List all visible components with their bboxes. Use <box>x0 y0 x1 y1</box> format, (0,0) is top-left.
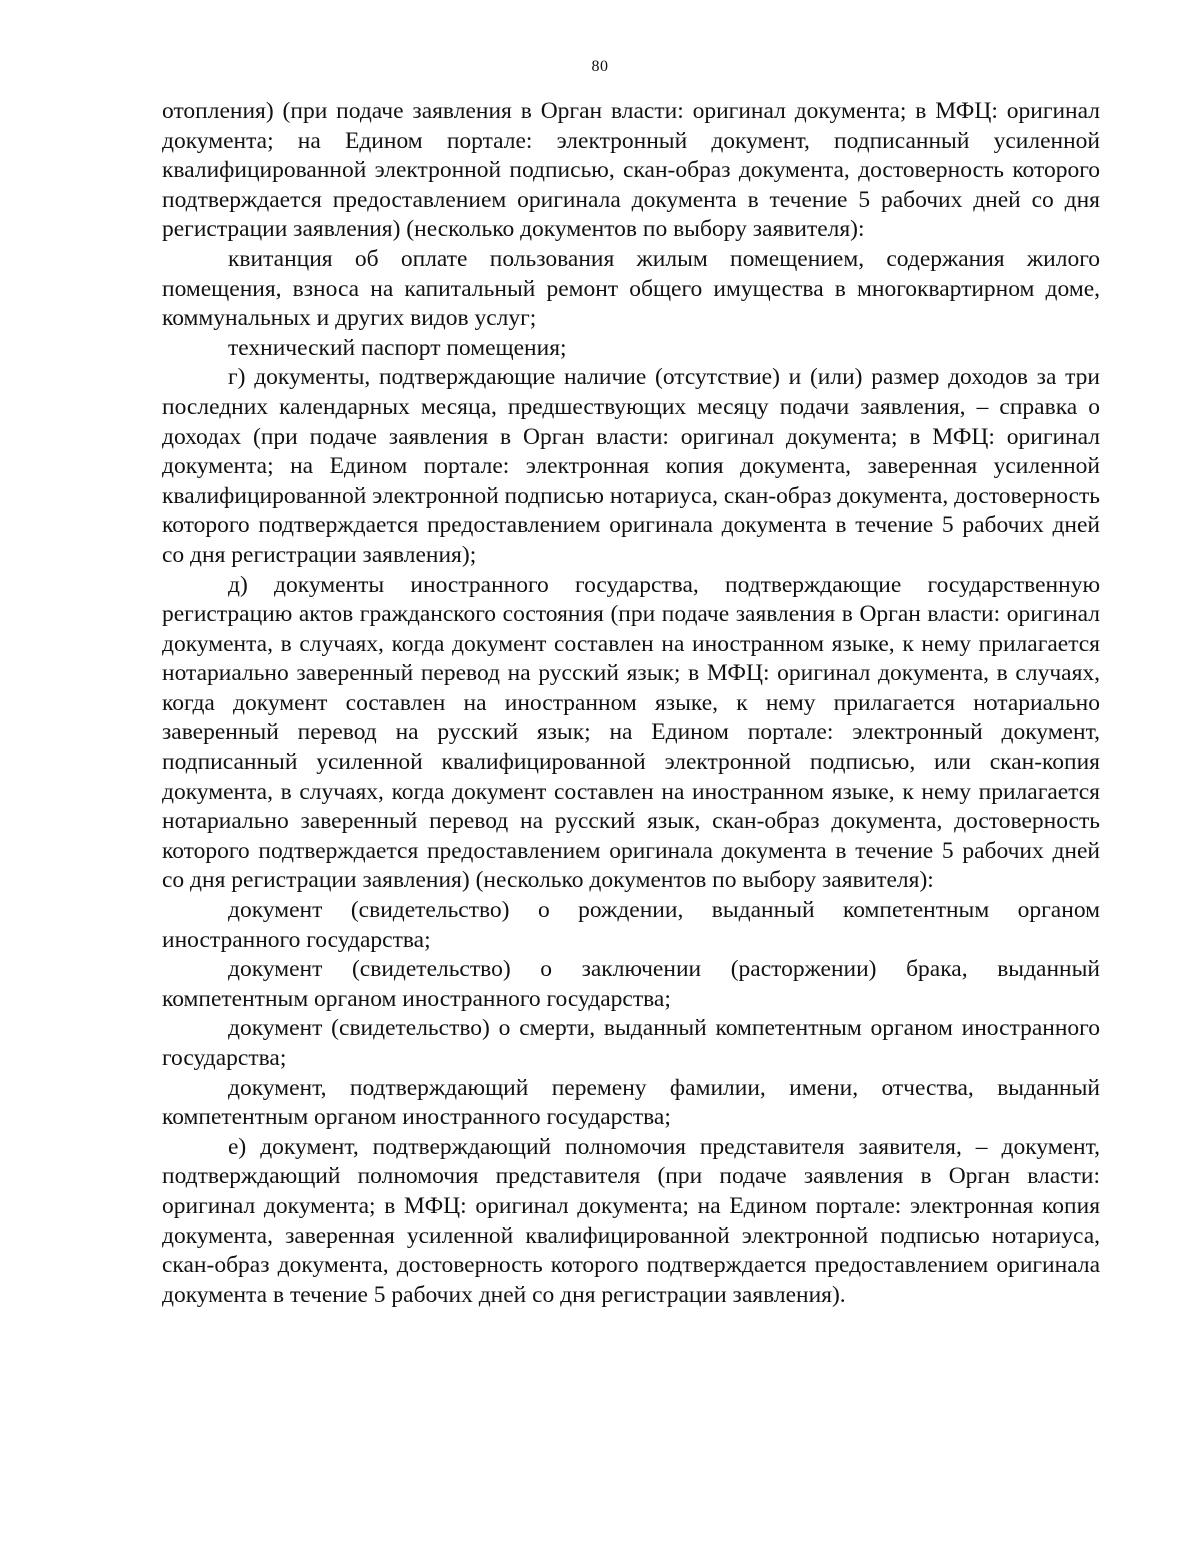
paragraph-technical-passport: технический паспорт помещения; <box>228 334 567 361</box>
paragraph-item-g-income: г) документы, подтверждающие наличие (отсутствие) и (или) размер доходов за три последних календарных месяца, предшествующих месяцу подачи заявления, – справка о доходах (при подаче заявления в Орган власти: оригинал документа; в МФЦ: оригинал документа; на Едином портале: электронная копия документа, заверенная усиленной квалифицированной электронной подписью нотариуса, скан-образ документа, достоверность которого подтверждается предоставлением оригинала документа в течение 5 рабочих дней со дня регистрации заявления); <box>162 364 1100 568</box>
paragraph-birth-certificate: документ (свидетельство) о рождении, выданный компетентным органом иностранного государства; <box>162 897 1100 953</box>
document-body <box>162 97 1100 1310</box>
paragraph-name-change: документ, подтверждающий перемену фамилии, имени, отчества, выданный компетентным органом иностранного государства; <box>162 1074 1100 1131</box>
paragraph-continuation: отопления) (при подаче заявления в Орган власти: оригинал документа; в МФЦ: оригинал документа; на Едином портале: электронный документ, подписанный усиленной квалифицированной электронной подписью, скан-образ документа, достоверность которого подтверждается предоставлением оригинала документа в течение 5 рабочих дней со дня регистрации заявления) (несколько документов по выбору заявителя): <box>162 98 1100 243</box>
paragraph-marriage-certificate: документ (свидетельство) о заключении (расторжении) брака, выданный компетентным органом иностранного государства; <box>162 956 1100 1012</box>
paragraph-death-certificate: документ (свидетельство) о смерти, выданный компетентным органом иностранного государства; <box>162 1015 1100 1071</box>
paragraph-item-e-representative: е) документ, подтверждающий полномочия представителя заявителя, – документ, подтверждающий полномочия представителя (при подаче заявления в Орган власти: оригинал документа; в МФЦ: оригинал документа; на Едином портале: электронная копия документа, заверенная усиленной квалифицированной электронной подписью нотариуса, скан-образ документа, достоверность которого подтверждается предоставлением оригинала документа в течение 5 рабочих дней со дня регистрации заявления). <box>162 1133 1100 1308</box>
page-number: 80 <box>591 58 609 75</box>
paragraph-receipt: квитанция об оплате пользования жилым помещением, содержания жилого помещения, взноса на капитальный ремонт общего имущества в многоквартирном доме, коммунальных и других видов услуг; <box>162 245 1100 332</box>
paragraph-item-d-foreign-documents: д) документы иностранного государства, подтверждающие государственную регистрацию актов гражданского состояния (при подаче заявления в Орган власти: оригинал документа, в случаях, когда документ составлен на иностранном языке, к нему прилагается нотариально заверенный перевод на русский язык; в МФЦ: оригинал документа, в случаях, когда документ составлен на иностранном языке, к нему прилагается нотариально заверенный перевод на русский язык; на Едином портале: электронный документ, подписанный усиленной квалифицированной электронной подписью, или скан-копия документа, в случаях, когда документ составлен на иностранном языке, к нему прилагается нотариально заверенный перевод на русский язык, скан-образ документа, достоверность которого подтверждается предоставлением оригинала документа в течение 5 рабочих дней со дня регистрации заявления) (несколько документов по выбору заявителя): <box>162 571 1100 894</box>
